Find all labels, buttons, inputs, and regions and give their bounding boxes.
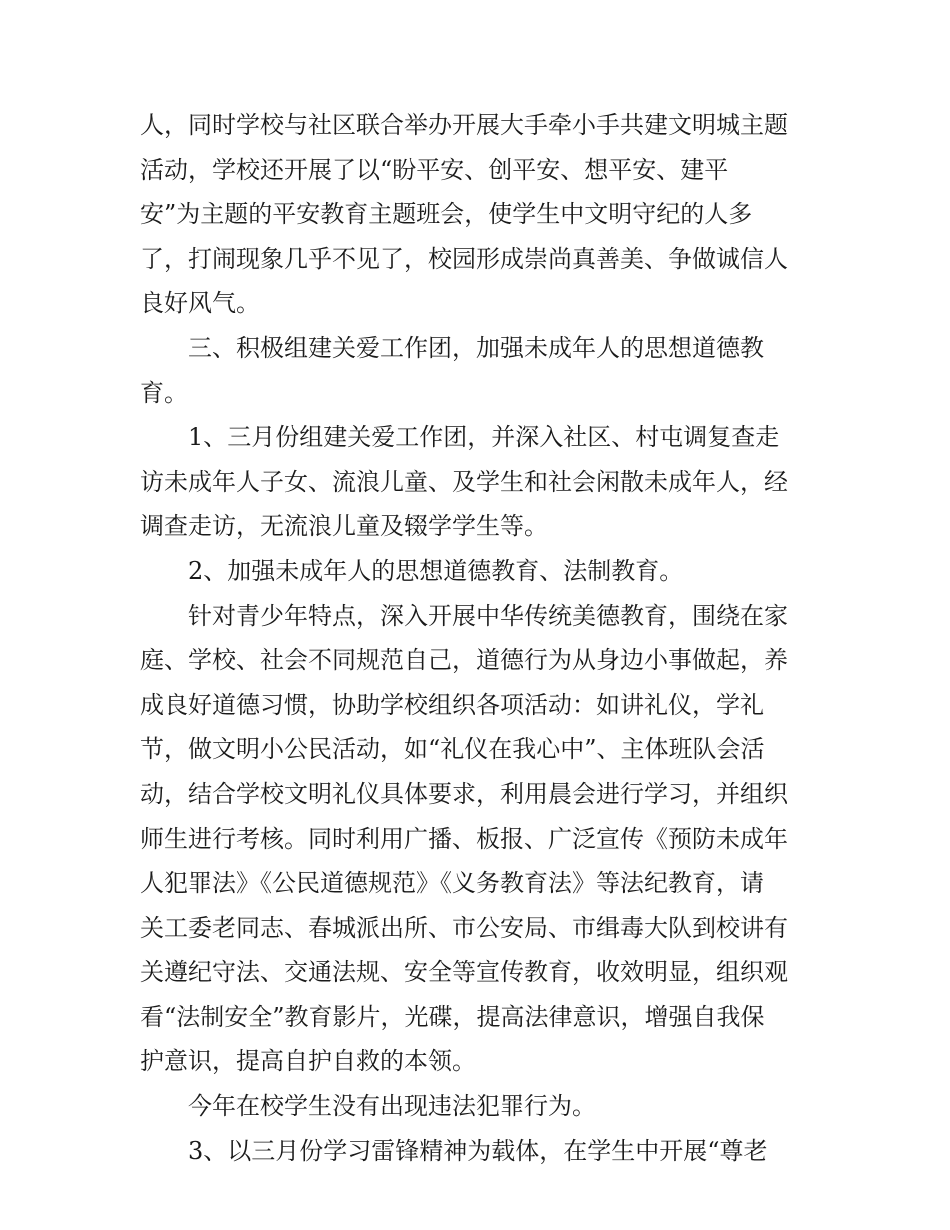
text-line: 关工委老同志、春城派出所、市公安局、市缉毒大队到校讲有 (140, 913, 788, 942)
text-line: 关遵纪守法、交通法规、安全等宣传教育，收效明显，组织观 (140, 958, 788, 987)
paragraph-start: 今年在校学生没有出现违法犯罪行为。 (188, 1092, 596, 1121)
text-line: 动，结合学校文明礼仪具体要求，利用晨会进行学习，并组织 (140, 779, 788, 808)
text-line: 护意识，提高自护自救的本领。 (140, 1047, 476, 1076)
text-line: 活动，学校还开展了以“盼平安、创平安、想平安、建平 (140, 155, 729, 184)
text-line: 成良好道德习惯，协助学校组织各项活动：如讲礼仪，学礼 (140, 690, 764, 719)
paragraph-start: 针对青少年特点，深入开展中华传统美德教育，围绕在家 (188, 601, 788, 630)
text-line: 调查走访，无流浪儿童及辍学学生等。 (140, 512, 548, 541)
list-item: 2、加强未成年人的思想道德教育、法制教育。 (188, 556, 684, 585)
text-line: 育。 (140, 378, 188, 407)
text-line: 安”为主题的平安教育主题班会，使学生中文明守纪的人多 (140, 200, 753, 229)
text-line: 庭、学校、社会不同规范自己，道德行为从身边小事做起，养 (140, 646, 788, 675)
body-text (140, 103, 820, 1173)
text-line: 了，打闹现象几乎不见了，校园形成崇尚真善美、争做诚信人 (140, 244, 788, 273)
text-line: 看“法制安全”教育影片，光碟，提高法律意识，增强自我保 (140, 1002, 765, 1031)
list-item: 3、以三月份学习雷锋精神为载体，在学生中开展“尊老 (188, 1136, 768, 1165)
text-line: 人犯罪法》《公民道德规范》《义务教育法》等法纪教育，请 (140, 869, 764, 898)
section-heading: 三、积极组建关爱工作团，加强未成年人的思想道德教 (188, 333, 764, 362)
list-item: 1、三月份组建关爱工作团，并深入社区、村屯调复查走 (188, 423, 780, 452)
text-line: 人，同时学校与社区联合举办开展大手牵小手共建文明城主题 (140, 111, 788, 139)
text-line: 访未成年人子女、流浪儿童、及学生和社会闲散未成年人，经 (140, 467, 788, 496)
text-line: 节，做文明小公民活动，如“礼仪在我心中”、主体班队会活 (140, 735, 765, 764)
text-line: 良好风气。 (140, 289, 260, 318)
text-line: 师生进行考核。同时利用广播、板报、广泛宣传《预防未成年 (140, 824, 788, 853)
